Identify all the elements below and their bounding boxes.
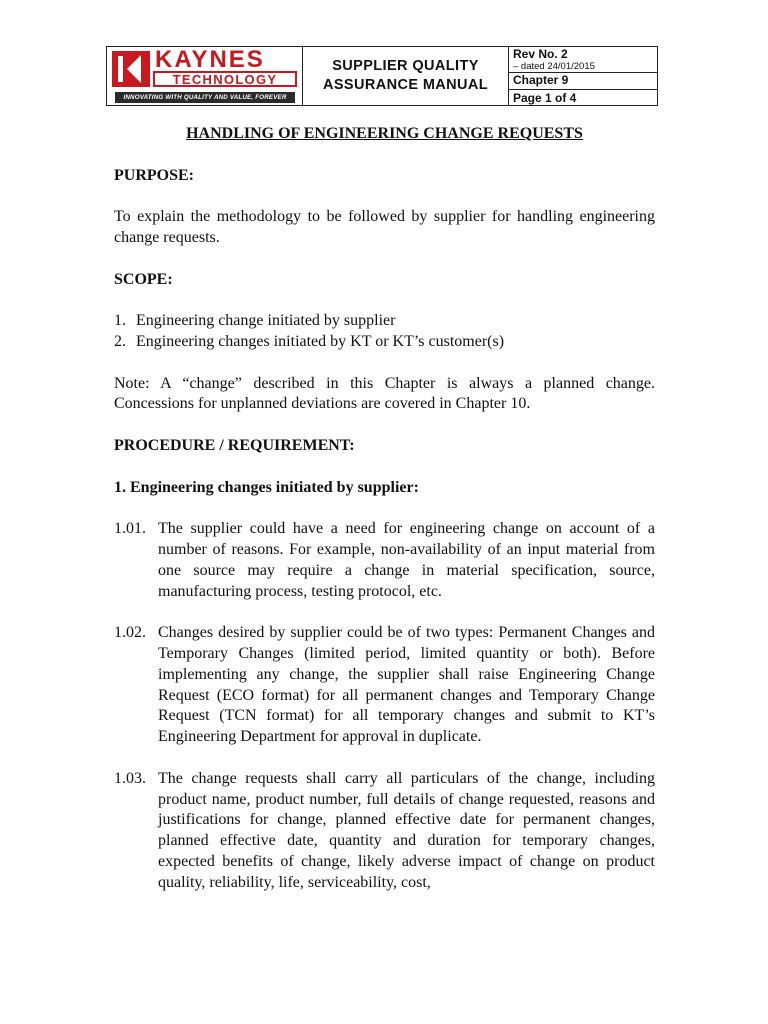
- scope-note: Note: A “change” described in this Chapter is always a planned change. Concessions for unplanned deviations are covered in Chapter 10.: [114, 374, 655, 413]
- scope-heading: SCOPE:: [114, 270, 173, 288]
- procedure-item-number: 1.01.: [114, 520, 146, 538]
- scope-item-number: 1.: [114, 312, 126, 330]
- manual-title-line2: ASSURANCE MANUAL: [322, 77, 489, 93]
- document-title: HANDLING OF ENGINEERING CHANGE REQUESTS: [186, 125, 583, 142]
- document-body: [114, 124, 655, 893]
- revision-number: Rev No. 2: [513, 47, 568, 61]
- scope-item: [114, 332, 655, 353]
- procedure-item-text: Changes desired by supplier could be of two types: Permanent Changes and Temporary Changes (limited period, limited quantity or both). Before implementing any change, the supplier shall raise Engineering Change Request (ECO format) for all permanent changes and Temporary Change Request (TCN format) for all temporary changes and submit to KT’s Engineering Department for approval in duplicate.: [158, 624, 655, 746]
- procedure-item-text: The supplier could have a need for engineering change on account of a number of reasons. For example, non-availability of an input material from one source may require a change in material specification, source, manufacturing process, testing protocol, etc.: [158, 520, 655, 600]
- chapter-label: Chapter 9: [509, 73, 657, 90]
- purpose-heading: PURPOSE:: [114, 166, 194, 184]
- procedure-item-number: 1.02.: [114, 624, 146, 642]
- procedure-item: [114, 623, 655, 748]
- manual-title: [303, 47, 509, 105]
- procedure-heading: PROCEDURE / REQUIREMENT:: [114, 436, 355, 454]
- procedure-item: [114, 519, 655, 602]
- purpose-text: To explain the methodology to be followed by supplier for handling engineering change requests.: [114, 208, 655, 246]
- company-logo: [107, 47, 303, 105]
- document-header: [106, 46, 658, 106]
- revision-cell: [509, 47, 657, 73]
- manual-title-line1: SUPPLIER QUALITY: [332, 58, 479, 74]
- page-number: Page 1 of 4: [513, 91, 577, 105]
- procedure-item-text: The change requests shall carry all particulars of the change, including product name, product number, full details of change requested, reasons and justifications for change, planned effective date for permanent changes, planned effective date, quantity and duration for temporary changes, expected benefits of change, likely adverse impact of change on product quality, reliability, life, serviceability, cost,: [158, 769, 655, 891]
- scope-item-number: 2.: [114, 332, 126, 350]
- scope-item: [114, 311, 655, 332]
- logo-tagline: INNOVATING WITH QUALITY AND VALUE, FOREVER: [115, 92, 295, 103]
- revision-date: – dated 24/01/2015: [513, 61, 595, 72]
- procedure-item-number: 1.03.: [114, 769, 146, 787]
- logo-mark-icon: [112, 51, 150, 87]
- section1-heading: 1. Engineering changes initiated by supplier:: [114, 478, 419, 496]
- scope-item-text: Engineering change initiated by supplier: [136, 312, 396, 330]
- logo-name: KAYNES: [155, 47, 265, 73]
- document-meta: [509, 47, 657, 105]
- logo-subname: TECHNOLOGY: [153, 71, 297, 87]
- scope-item-text: Engineering changes initiated by KT or KT’s customer(s): [136, 332, 505, 350]
- procedure-item: [114, 769, 655, 894]
